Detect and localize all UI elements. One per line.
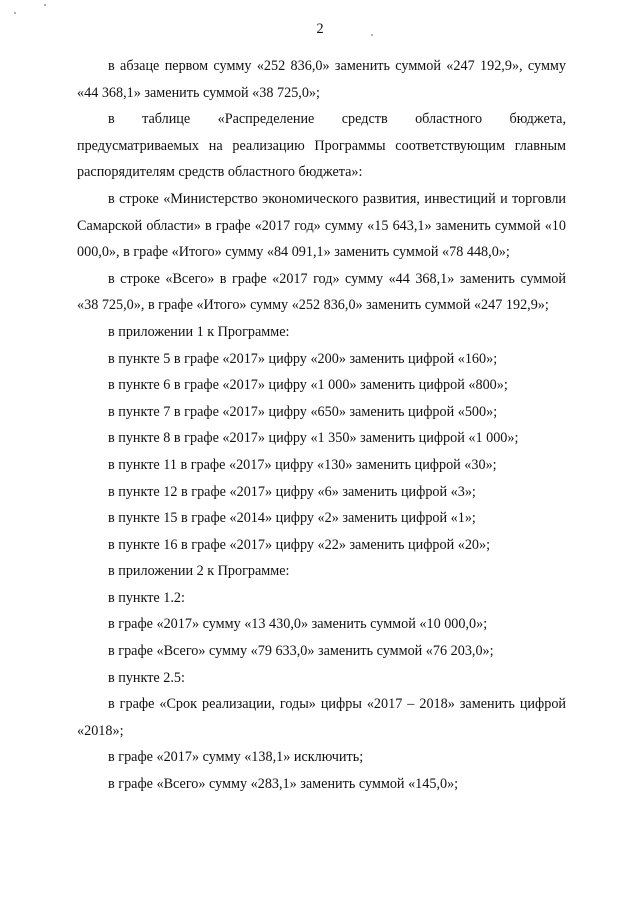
paragraph-paragraph-one-amounts: в абзаце первом сумму «252 836,0» заменить суммой «247 192,9», сумму «44 368,1» заменить суммой «38 725,0»; xyxy=(77,58,566,101)
paragraph-item-1-2-column-2017: в графе «2017» сумму «13 430,0» заменить суммой «10 000,0»; xyxy=(108,616,488,633)
paragraph-item-2-5-column-total: в графе «Всего» сумму «283,1» заменить суммой «145,0»; xyxy=(108,776,459,793)
paragraph-total-row: в строке «Всего» в графе «2017 год» сумму «44 368,1» заменить суммой «38 725,0», в графе «Итого» сумму «252 836,0» заменить суммой «247 192,9»; xyxy=(77,270,566,314)
paragraph-appendix-1-item-7: в пункте 7 в графе «2017» цифру «650» заменить цифрой «500»; xyxy=(108,403,498,420)
paragraph-appendix-1-heading: в приложении 1 к Программе: xyxy=(108,323,290,340)
paragraph-item-2-5-term-column: в графе «Срок реализации, годы» цифры «2017 – 2018» заменить цифрой «2018»; xyxy=(77,696,566,739)
scan-speck xyxy=(44,4,46,6)
paragraph-appendix-1-item-12: в пункте 12 в графе «2017» цифру «6» заменить цифрой «3»; xyxy=(108,483,476,500)
paragraph-appendix-1-item-6: в пункте 6 в графе «2017» цифру «1 000» заменить цифрой «800»; xyxy=(108,377,508,394)
paragraph-appendix-1-item-11: в пункте 11 в графе «2017» цифру «130» заменить цифрой «30»; xyxy=(108,456,497,473)
paragraph-appendix-2-item-2-5: в пункте 2.5: xyxy=(108,669,185,686)
paragraph-appendix-1-item-8: в пункте 8 в графе «2017» цифру «1 350» заменить цифрой «1 000»; xyxy=(108,430,519,447)
paragraph-appendix-2-heading: в приложении 2 к Программе: xyxy=(108,563,290,580)
paragraph-distribution-table: в таблице «Распределение средств областного бюджета, предусматриваемых на реализацию Программы соответствующим главным распорядителям средств областного бюджета»: xyxy=(77,111,566,181)
paragraph-item-2-5-column-2017: в графе «2017» сумму «138,1» исключить; xyxy=(108,749,364,766)
paragraph-item-1-2-column-total: в графе «Всего» сумму «79 633,0» заменить суммой «76 203,0»; xyxy=(108,643,494,660)
scan-speck xyxy=(14,12,16,14)
paragraph-appendix-1-item-5: в пункте 5 в графе «2017» цифру «200» заменить цифрой «160»; xyxy=(108,350,498,367)
paragraph-ministry-row: в строке «Министерство экономического развития, инвестиций и торговли Самарской области» в графе «2017 год» сумму «15 643,1» заменить суммой «10 000,0», в графе «Итого» сумму «84 091,1» заменить суммой «78 448,0»; xyxy=(77,190,566,261)
page-number: 2 xyxy=(316,21,324,37)
paragraph-appendix-1-item-16: в пункте 16 в графе «2017» цифру «22» заменить цифрой «20»; xyxy=(108,536,491,553)
document-body xyxy=(77,53,566,798)
paragraph-appendix-2-item-1-2: в пункте 1.2: xyxy=(108,589,185,606)
paragraph-appendix-1-item-15: в пункте 15 в графе «2014» цифру «2» заменить цифрой «1»; xyxy=(108,510,476,527)
